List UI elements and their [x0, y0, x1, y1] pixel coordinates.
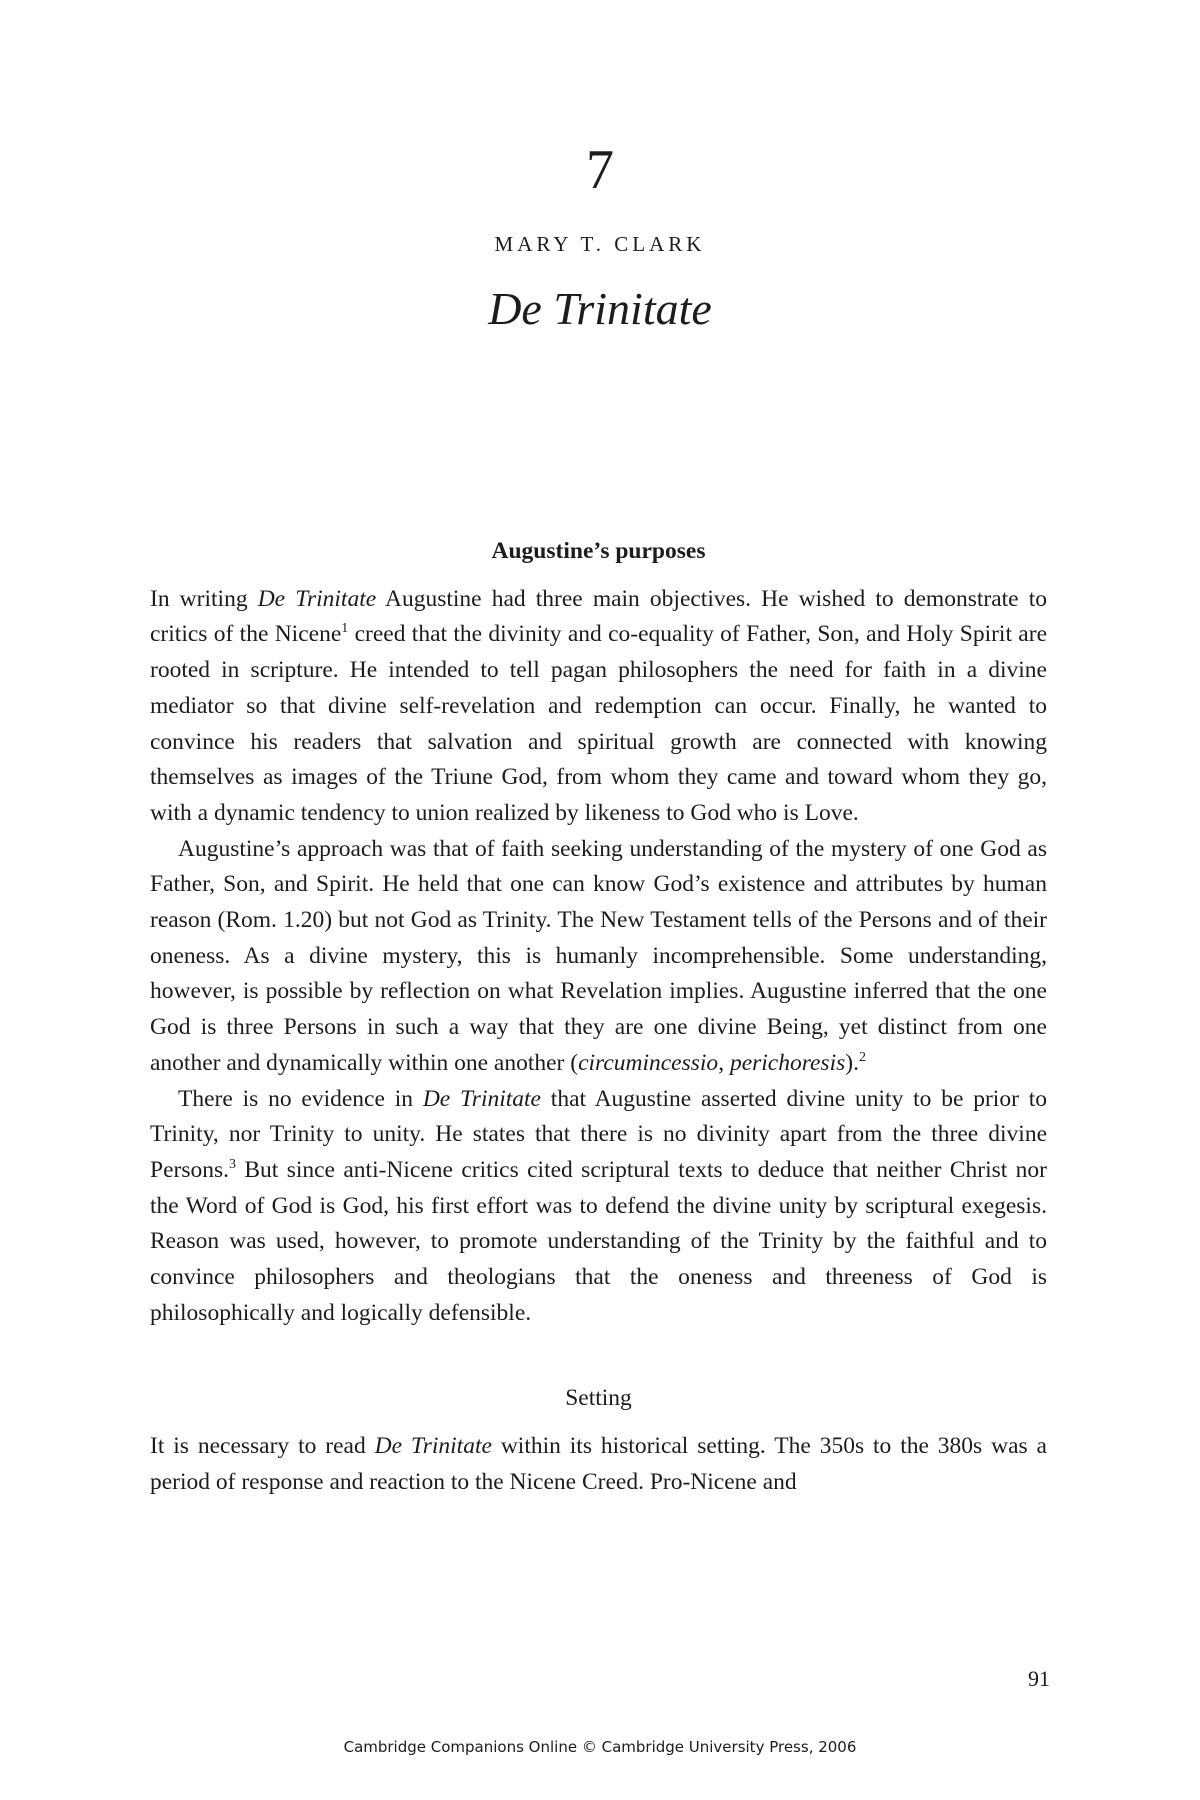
text-run: Augustine had three main objectives. He wished to demonstrate to critics of the Nicene — [150, 585, 1047, 648]
italic-title: De Trinitate — [422, 1085, 541, 1112]
italic-title: De Trinitate — [374, 1433, 492, 1460]
section-heading-purposes: Augustine’s purposes — [491, 538, 706, 564]
footnote-marker[interactable]: 3 — [229, 1157, 236, 1173]
paragraph-2 — [150, 832, 1047, 1082]
footnote-marker[interactable]: 1 — [341, 621, 349, 637]
text-run: It is necessary to read — [150, 1433, 375, 1460]
text-run: There is no evidence in — [178, 1085, 423, 1112]
text-run: In writing — [150, 585, 258, 612]
italic-term: perichoresis — [729, 1049, 846, 1076]
text-run: ). — [845, 1049, 859, 1076]
italic-title: De Trinitate — [257, 585, 377, 612]
text-run: , — [718, 1049, 730, 1076]
page-number: 91 — [1028, 1666, 1050, 1691]
text-run: Augustine’s approach was that of faith seeking understanding of the mystery of one God as Father, Son, and Spirit. He held that one can know God’s existence and attributes by human reason (Rom. 1.20) but not God as Trinity. The New Testament tells of the Persons and of their oneness. As a divine mystery, this is humanly incomprehensible. Some understanding, however, is possible by reflection on what Revelation implies. Augustine inferred that the one God is three Persons in such a way that they are one divine Being, yet distinct from one another and dynamically within one another ( — [150, 835, 1047, 1076]
chapter-title: De Trinitate — [488, 283, 712, 334]
footnote-marker[interactable]: 2 — [858, 1050, 866, 1066]
text-run: that Augustine asserted divine unity to be prior to Trinity, nor Trinity to unity. He states that there is no divinity apart from the three divine Persons. — [150, 1085, 1048, 1183]
chapter-author: MARY T. CLARK — [494, 232, 706, 256]
copyright-footer: Cambridge Companions Online © Cambridge University Press, 2006 — [343, 1738, 857, 1756]
text-run: But since anti-Nicene critics cited scriptural texts to deduce that neither Christ nor the Word of God is God, his first effort was to defend the divine unity by scriptural exegesis. Reason was used, however, to promote understanding of the Trinity by the faithful and to convince philosophers and theologians that the oneness and threeness of God is philosophically and logically defensible. — [150, 1156, 1047, 1326]
text-run: creed that the divinity and co-equality of Father, Son, and Holy Spirit are rooted in scripture. He intended to tell pagan philosophers the need for faith in a divine mediator so that divine self-revelation and redemption can occur. Finally, he wanted to convince his readers that salvation and spiritual growth are connected with knowing themselves as images of the Triune God, from whom they came and toward whom they go, with a dynamic tendency to union realized by likeness to God who is Love. — [150, 621, 1047, 826]
paragraph-4 — [150, 1429, 1047, 1500]
body-text — [150, 534, 1047, 1501]
chapter-number: 7 — [586, 139, 614, 201]
paragraph-1 — [150, 582, 1047, 832]
italic-term: circumincessio — [578, 1049, 719, 1076]
section-heading-setting: Setting — [565, 1385, 632, 1412]
text-run: within its historical setting. The 350s to the 380s was a period of response and reaction to the Nicene Creed. Pro-Nicene and — [150, 1433, 1047, 1495]
paragraph-3 — [150, 1082, 1047, 1332]
